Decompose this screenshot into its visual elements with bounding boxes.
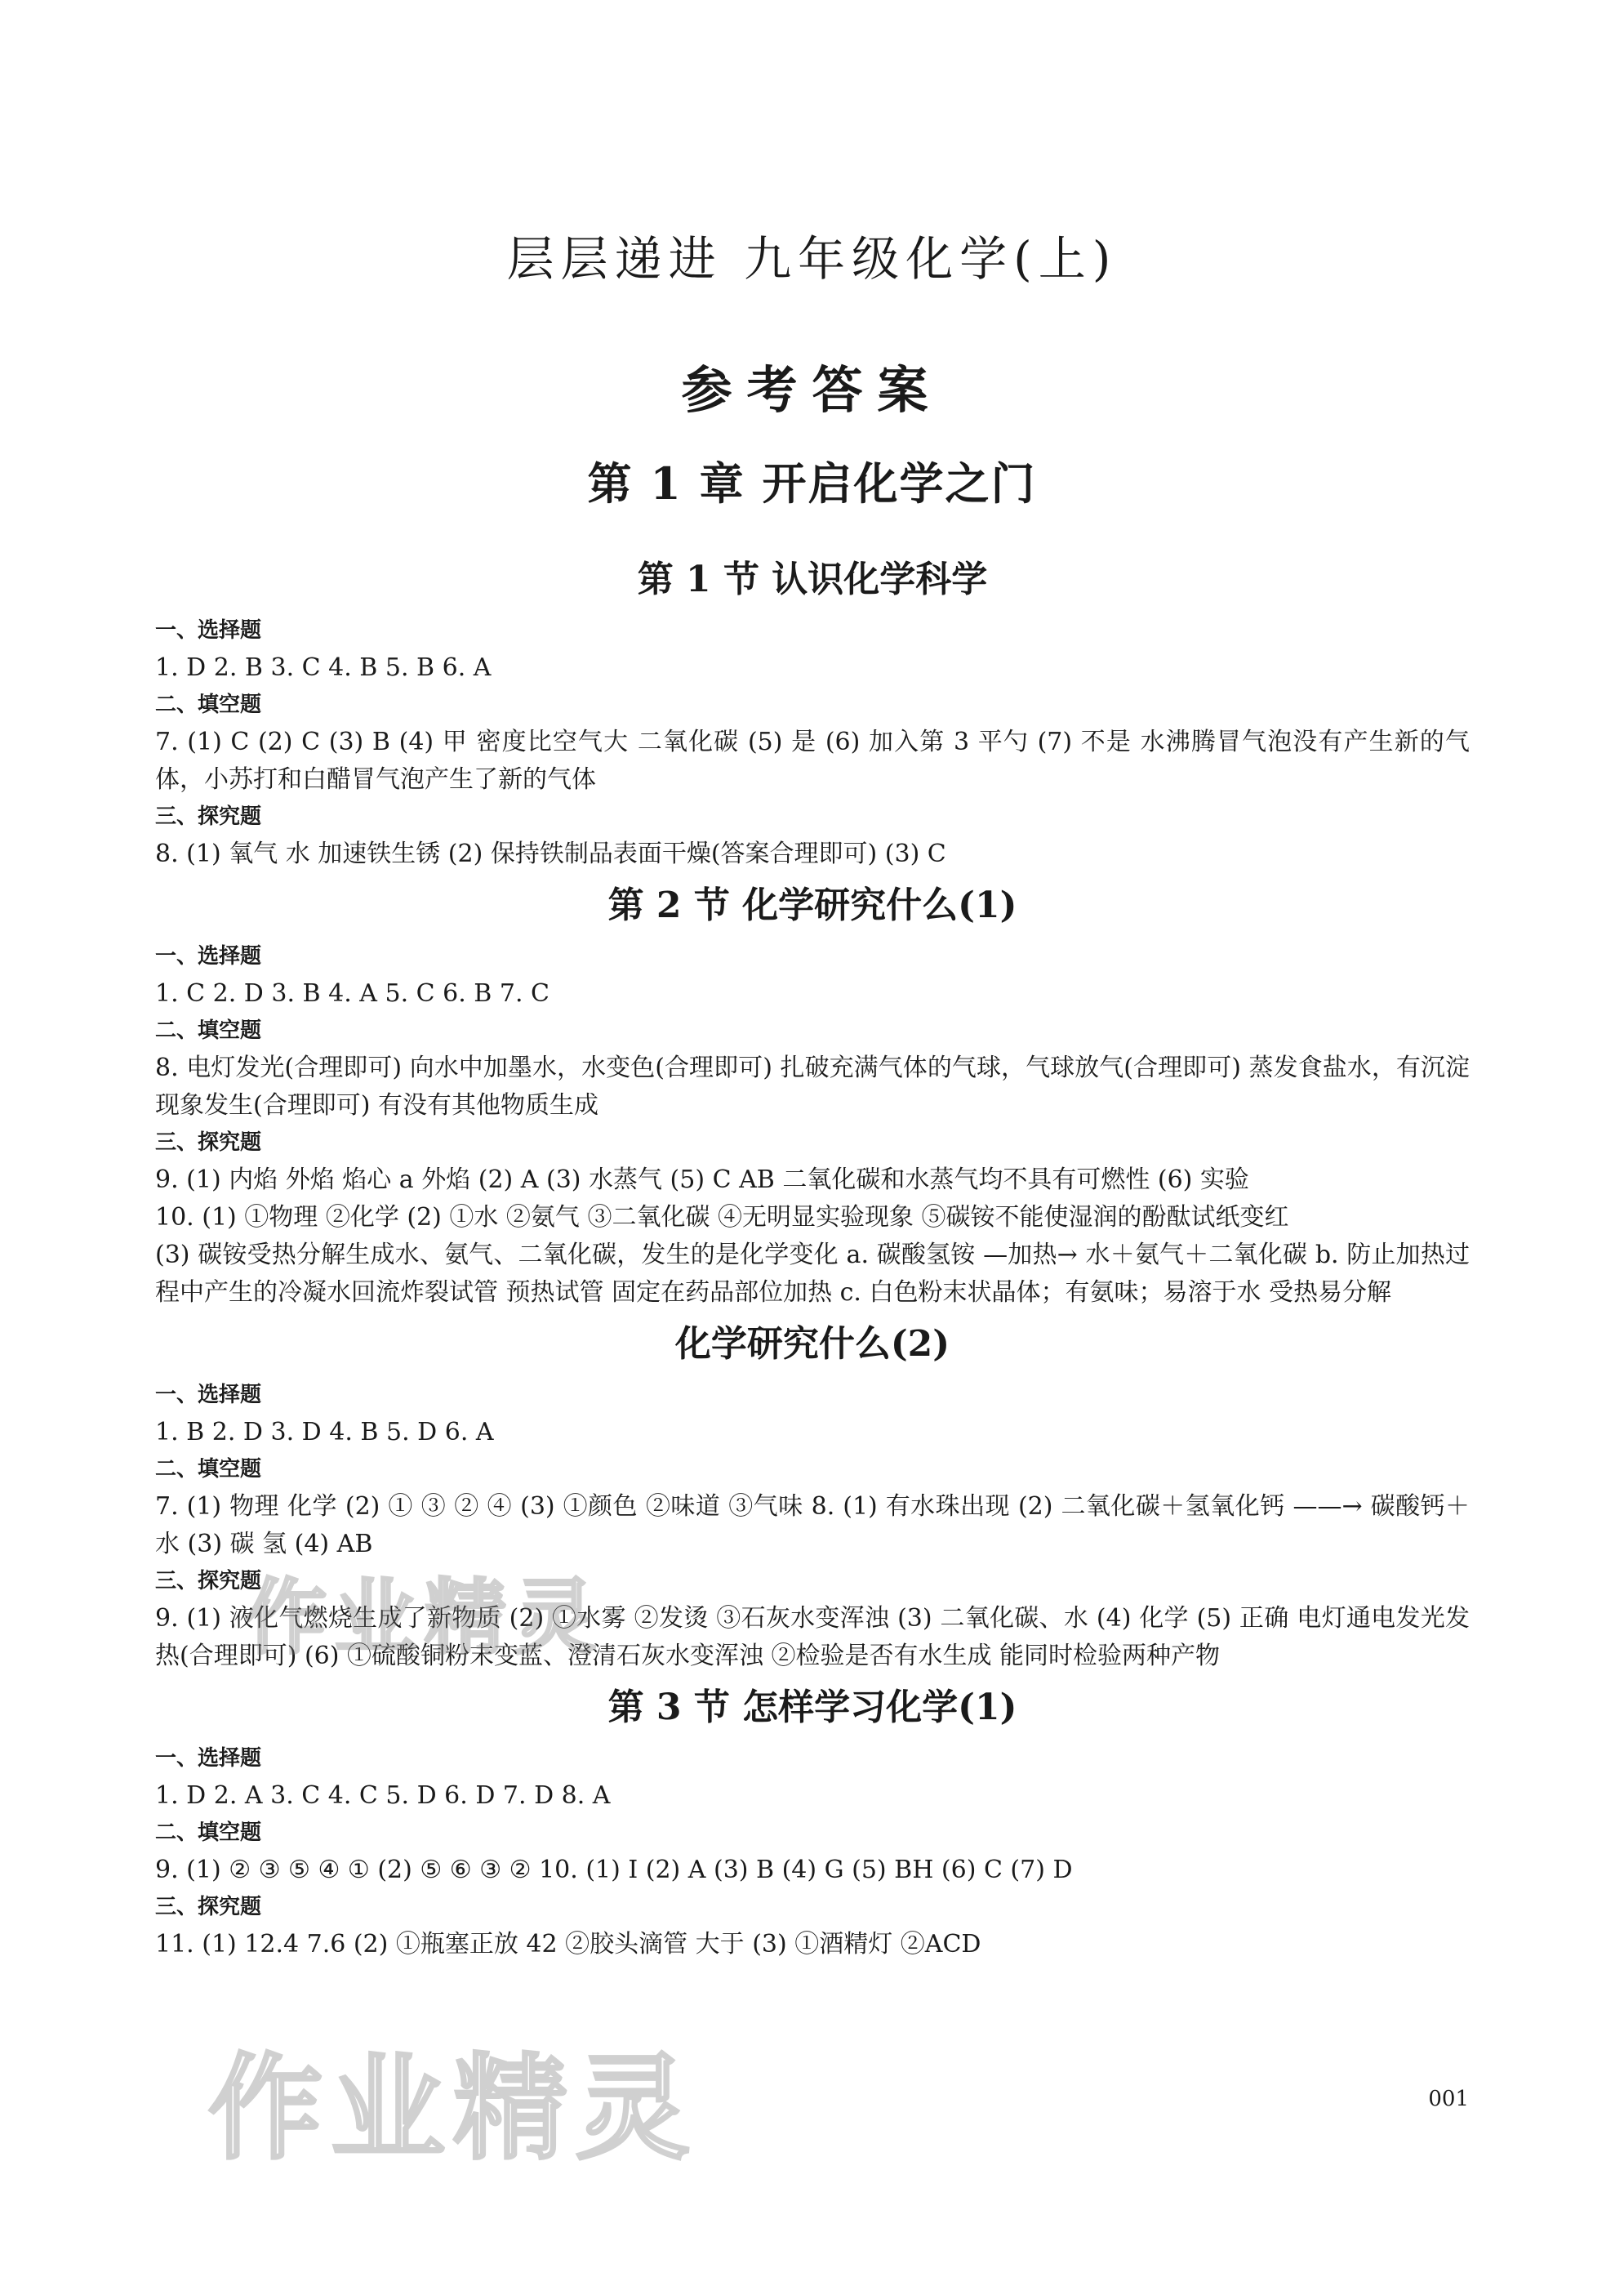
answer-line: 1. C 2. D 3. B 4. A 5. C 6. B 7. C — [155, 979, 550, 1008]
answer-line: 7. (1) 物理 化学 (2) ① ③ ② ④ (3) ①颜色 ②味道 ③气味 8. (1) 有水珠出现 (2) 二氧化碳＋氢氧化钙 ——→ 碳酸钙＋水 (3) 碳 氢 (4) AB — [155, 1492, 1470, 1558]
question-type-heading: 二、填空题 — [155, 1018, 262, 1043]
answer-section — [155, 547, 1470, 873]
answer-line: 9. (1) ② ③ ⑤ ④ ① (2) ⑤ ⑥ ③ ② 10. (1) I (2) A (3) B (4) G (5) BH (6) C (7) D — [155, 1856, 1073, 1884]
question-type-heading: 三、探究题 — [155, 1130, 262, 1155]
section-title: 第 1 节 认识化学科学 — [637, 559, 988, 600]
answer-section — [155, 1675, 1470, 1963]
section-title: 第 2 节 化学研究什么(1) — [607, 885, 1017, 926]
section-title: 化学研究什么(2) — [674, 1323, 950, 1365]
answer-line: 9. (1) 液化气燃烧生成了新物质 (2) ①水雾 ②发烫 ③石灰水变浑浊 (3) 二氧化碳、水 (4) 化学 (5) 正确 电灯通电发光发热(合理即可) (6) ①硫酸铜粉末变蓝、澄清石灰水变浑浊 ②检验是否有水生成 能同时检验两种产物 — [155, 1604, 1470, 1670]
answers-title: 参考答案 — [681, 360, 943, 420]
chapter-title: 第 1 章 开启化学之门 — [587, 457, 1037, 510]
answer-line: (3) 碳铵受热分解生成水、氨气、二氧化碳，发生的是化学变化 a. 碳酸氢铵 —加热→ 水＋氨气＋二氧化碳 b. 防止加热过程中产生的冷凝水回流炸裂试管 预热试管 固定在药品部位加热 c. 白色粉末状晶体；有氨味；易溶于水 受热易分解 — [155, 1241, 1470, 1307]
answer-line: 8. 电灯发光(合理即可) 向水中加墨水，水变色(合理即可) 扎破充满气体的气球，气球放气(合理即可) 蒸发食盐水，有沉淀现象发生(合理即可) 有没有其他物质生成 — [155, 1054, 1470, 1120]
watermark: 作业精灵 — [245, 1570, 604, 1665]
page-number: 001 — [1428, 2087, 1469, 2111]
answer-line: 9. (1) 内焰 外焰 焰心 a 外焰 (2) A (3) 水蒸气 (5) C AB 二氧化碳和水蒸气均不具有可燃性 (6) 实验 — [155, 1165, 1249, 1194]
answer-line: 1. D 2. B 3. C 4. B 5. B 6. A — [155, 653, 492, 682]
answer-line: 8. (1) 氧气 水 加速铁生锈 (2) 保持铁制品表面干燥(答案合理即可) (3) C — [155, 840, 946, 868]
watermark: 作业精灵 — [208, 2043, 699, 2176]
book-title: 层层递进 九年级化学(上) — [506, 231, 1118, 287]
section-title: 第 3 节 怎样学习化学(1) — [607, 1687, 1017, 1728]
question-type-heading: 一、选择题 — [155, 1746, 262, 1771]
question-type-heading: 二、填空题 — [155, 693, 262, 717]
answer-section — [155, 873, 1470, 1312]
question-type-heading: 三、探究题 — [155, 1569, 262, 1593]
answer-content — [155, 547, 1470, 1963]
question-type-heading: 二、填空题 — [155, 1457, 262, 1482]
question-type-heading: 三、探究题 — [155, 804, 262, 829]
question-type-heading: 一、选择题 — [155, 1383, 262, 1407]
question-type-heading: 一、选择题 — [155, 944, 262, 969]
answer-line: 10. (1) ①物理 ②化学 (2) ①水 ②氨气 ③二氧化碳 ④无明显实验现象 ⑤碳铵不能使湿润的酚酞试纸变红 — [155, 1203, 1289, 1232]
question-type-heading: 三、探究题 — [155, 1895, 262, 1919]
answer-line: 1. B 2. D 3. D 4. B 5. D 6. A — [155, 1418, 494, 1446]
answer-line: 11. (1) 12.4 7.6 (2) ①瓶塞正放 42 ②胶头滴管 大于 (3) ①酒精灯 ②ACD — [155, 1930, 981, 1959]
question-type-heading: 二、填空题 — [155, 1820, 262, 1845]
question-type-heading: 一、选择题 — [155, 618, 262, 643]
answer-line: 1. D 2. A 3. C 4. C 5. D 6. D 7. D 8. A — [155, 1781, 611, 1810]
answer-line: 7. (1) C (2) C (3) B (4) 甲 密度比空气大 二氧化碳 (5) 是 (6) 加入第 3 平勺 (7) 不是 水沸腾冒气泡没有产生新的气体，小苏打和白醋冒气泡产生了新的气体 — [155, 728, 1470, 794]
